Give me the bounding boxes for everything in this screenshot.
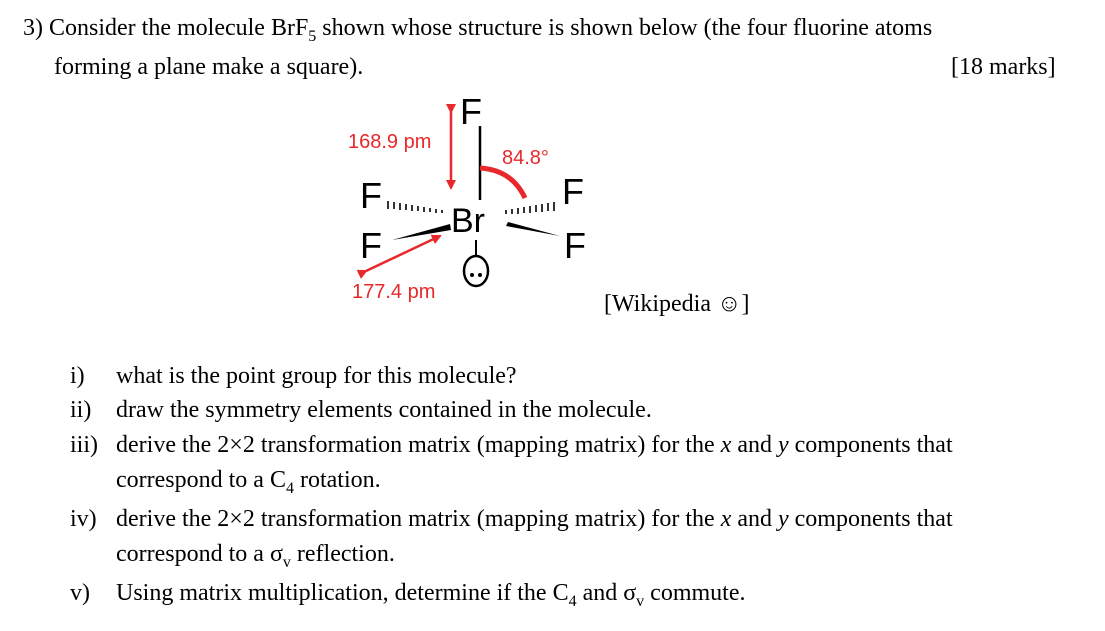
- question-iv-line1: derive the 2×2 transformation matrix (mapping matrix) for the x and y components that: [116, 506, 953, 532]
- question-header-line2: forming a plane make a square).: [54, 54, 364, 80]
- marks-label: [18 marks]: [951, 54, 1056, 80]
- lone-pair: [464, 256, 488, 286]
- brf5-structure-figure: [330, 88, 600, 313]
- question-iii-line1: derive the 2×2 transformation matrix (mapping matrix) for the x and y components that: [116, 432, 953, 458]
- atom-f-front-right: F: [564, 225, 586, 266]
- wedge-bond-right: [506, 222, 560, 236]
- angle-label: 84.8°: [502, 147, 549, 169]
- header-text-b: shown whose structure is shown below (the four fluorine atoms: [316, 15, 933, 41]
- question-ii-number: ii): [70, 397, 92, 423]
- header-text-a: Consider the molecule BrF: [49, 15, 309, 41]
- question-iv-line2: correspond to a $\sigma_v$ reflection.: [116, 541, 395, 571]
- var-y: y: [778, 432, 789, 458]
- atom-f-front-left: F: [360, 225, 382, 266]
- question-iv-number: iv): [70, 506, 97, 532]
- hashed-bond-left: [388, 201, 442, 213]
- question-iii-number: iii): [70, 432, 98, 458]
- question-header-line1: [23, 14, 932, 45]
- atom-f-axial: F: [460, 91, 482, 132]
- bond-angle-arc: [480, 168, 525, 198]
- figure-credit: [Wikipedia ☺]: [604, 291, 750, 317]
- atom-br: Br: [451, 202, 485, 240]
- question-v-number: v): [70, 580, 90, 606]
- var-x: x: [720, 506, 732, 532]
- wedge-bond-left: [392, 224, 451, 240]
- var-y: y: [778, 506, 789, 532]
- hashed-bond-right: [506, 202, 554, 214]
- atom-f-back-left: F: [360, 175, 382, 216]
- question-v-text: Using matrix multiplication, determine if the $C_4$ and $\sigma_v$ commute.: [116, 580, 746, 610]
- var-x: x: [720, 432, 732, 458]
- question-i-text: what is the point group for this molecule?: [116, 363, 517, 389]
- question-i-number: i): [70, 363, 85, 389]
- question-number: 3): [23, 15, 43, 41]
- formula-subscript: 5: [308, 28, 317, 45]
- equatorial-length-label: 177.4 pm: [352, 281, 436, 303]
- question-iii-line2: correspond to a $C_4$ rotation.: [116, 467, 381, 497]
- axial-length-label: 168.9 pm: [348, 131, 432, 153]
- atom-f-back-right: F: [562, 171, 584, 212]
- question-ii-text: draw the symmetry elements contained in the molecule.: [116, 397, 652, 423]
